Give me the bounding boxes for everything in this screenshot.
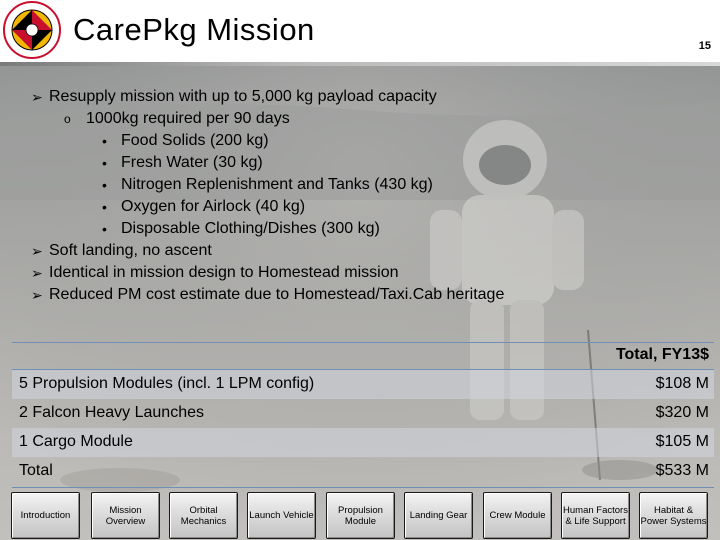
dot-bullet-icon: •: [102, 221, 107, 237]
dot-bullet-icon: •: [102, 177, 107, 193]
table-rule: [12, 342, 714, 343]
dot-bullet-icon: •: [102, 133, 107, 149]
bullet-item: Disposable Clothing/Dishes (300 kg): [121, 220, 380, 237]
bullet-item: Fresh Water (30 kg): [121, 154, 263, 171]
nav-button-orbital-mechanics[interactable]: Orbital Mechanics: [169, 492, 238, 539]
table-row-total: [12, 457, 714, 486]
nav-button-habitat-power-systems[interactable]: Habitat & Power Systems: [639, 492, 708, 539]
row-value: $108 M: [655, 375, 709, 392]
arrow-bullet-icon: ➢: [31, 287, 43, 303]
nav-button-crew-module[interactable]: Crew Module: [483, 492, 552, 539]
row-value: $320 M: [655, 404, 709, 421]
table-row: [12, 399, 714, 428]
bullet-item: Reduced PM cost estimate due to Homestead/Taxi.Cab heritage: [49, 286, 505, 303]
bullet-item: Food Solids (200 kg): [121, 132, 269, 149]
table-row: [12, 370, 714, 399]
nav-button-launch-vehicle[interactable]: Launch Vehicle: [247, 492, 316, 539]
nav-button-landing-gear[interactable]: Landing Gear: [404, 492, 473, 539]
row-label: 1 Cargo Module: [19, 433, 133, 450]
dot-bullet-icon: •: [102, 155, 107, 171]
row-label: 5 Propulsion Modules (incl. 1 LPM config): [19, 375, 315, 392]
dot-bullet-icon: •: [102, 199, 107, 215]
section-nav-bar: [0, 492, 720, 540]
row-value: $105 M: [655, 433, 709, 450]
nav-button-propulsion-module[interactable]: Propulsion Module: [326, 492, 395, 539]
row-value: $533 M: [655, 462, 709, 479]
page-number: 15: [698, 40, 711, 52]
circle-bullet-icon: o: [64, 112, 71, 126]
arrow-bullet-icon: ➢: [31, 265, 43, 281]
nav-button-human-factors-life-support[interactable]: Human Factors & Life Support: [561, 492, 630, 539]
bullet-item: Identical in mission design to Homestead mission: [49, 264, 399, 281]
table-row: [12, 428, 714, 457]
nav-button-introduction[interactable]: Introduction: [11, 492, 80, 539]
table-header-total: Total, FY13$: [615, 346, 709, 363]
university-seal-logo: [2, 0, 62, 60]
bullet-item: Resupply mission with up to 5,000 kg payload capacity: [49, 88, 437, 105]
nav-button-mission-overview[interactable]: Mission Overview: [91, 492, 160, 539]
arrow-bullet-icon: ➢: [31, 89, 43, 105]
bullet-item: Soft landing, no ascent: [49, 242, 212, 259]
row-label: 2 Falcon Heavy Launches: [19, 404, 204, 421]
row-label: Total: [19, 462, 53, 479]
bullet-item: Oxygen for Airlock (40 kg): [121, 198, 306, 215]
slide-title: CarePkg Mission: [73, 12, 315, 47]
table-rule: [12, 487, 714, 488]
header-divider: [0, 62, 720, 66]
arrow-bullet-icon: ➢: [31, 243, 43, 259]
bullet-item: Nitrogen Replenishment and Tanks (430 kg): [121, 176, 433, 193]
bullet-item: 1000kg required per 90 days: [86, 110, 290, 127]
